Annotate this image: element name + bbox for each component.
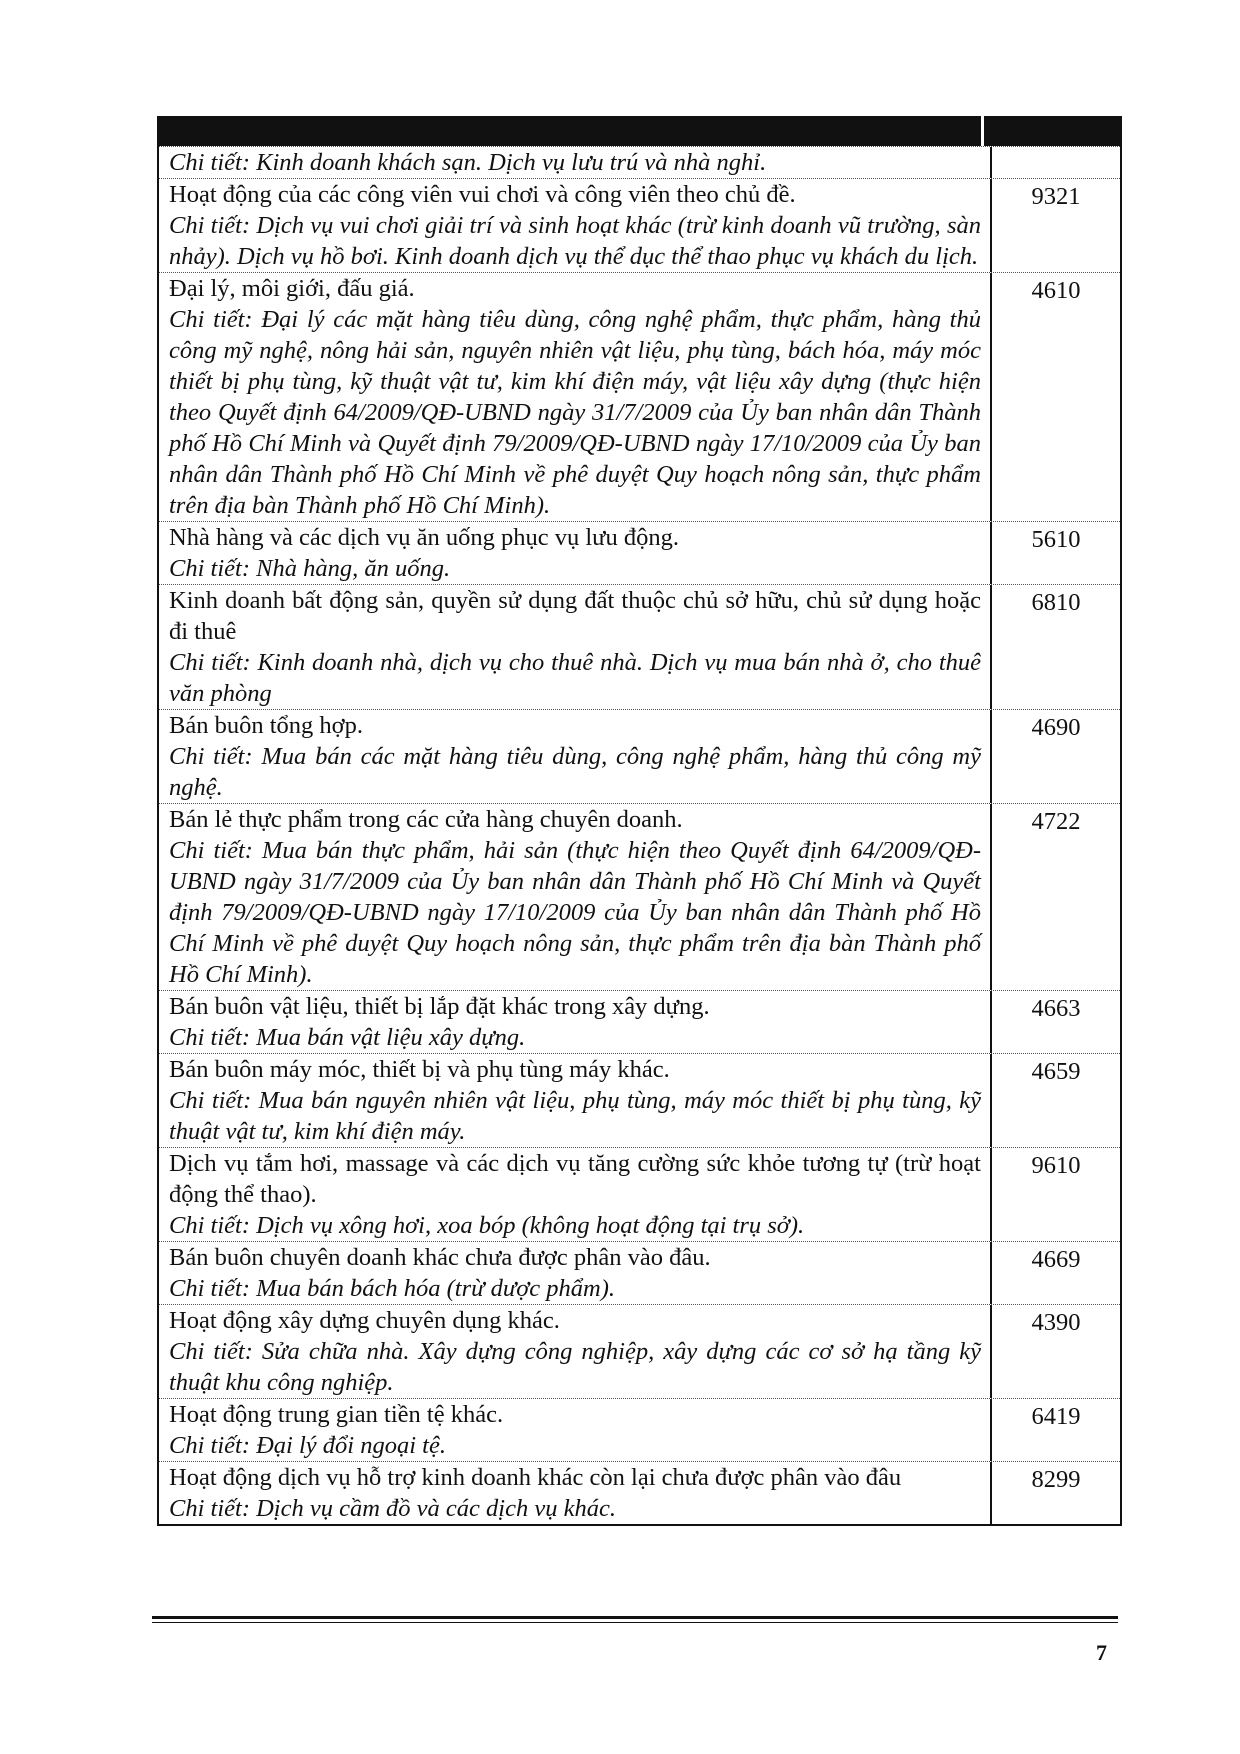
row-description	[159, 147, 992, 178]
row-detail: Chi tiết: Đại lý các mặt hàng tiêu dùng, công nghệ phẩm, thực phẩm, hàng thủ công mỹ nghệ, nông hải sản, nguyên nhiên vật liệu, phụ tùng, bách hóa, máy móc thiết bị phụ tùng, kỹ thuật vật tư, kim khí điện máy, vật liệu xây dựng (thực hiện theo Quyết định 64/2009/QĐ-UBND ngày 31/7/2009 của Ủy ban nhân dân Thành phố Hồ Chí Minh và Quyết định 79/2009/QĐ-UBND ngày 17/10/2009 của Ủy ban nhân dân Thành phố Hồ Chí Minh về phê duyệt Quy hoạch nông sản, thực phẩm trên địa bàn Thành phố Hồ Chí Minh).	[169, 306, 981, 519]
row-title: Hoạt động dịch vụ hỗ trợ kinh doanh khác còn lại chưa được phân vào đâu	[169, 1464, 902, 1491]
row-description	[159, 522, 992, 584]
row-code: 8299	[1031, 1466, 1081, 1493]
row-title: Bán buôn máy móc, thiết bị và phụ tùng máy khác.	[169, 1056, 670, 1083]
header-bar-code	[984, 116, 1120, 146]
row-detail: Chi tiết: Mua bán các mặt hàng tiêu dùng, công nghệ phẩm, hàng thủ công mỹ nghệ.	[169, 743, 981, 801]
row-detail: Chi tiết: Dịch vụ cầm đồ và các dịch vụ khác.	[169, 1495, 616, 1522]
row-description	[159, 804, 992, 990]
table-row	[159, 1398, 1120, 1461]
footer-rule	[152, 1616, 1118, 1619]
table-row	[159, 709, 1120, 803]
row-code: 4690	[1031, 714, 1081, 741]
table-row	[159, 1147, 1120, 1241]
table-row	[159, 1053, 1120, 1147]
row-code	[992, 147, 1120, 178]
row-code: 4390	[1031, 1309, 1081, 1336]
table-row	[159, 1304, 1120, 1398]
row-code: 5610	[1031, 526, 1081, 553]
row-description	[159, 1148, 992, 1241]
row-detail: Chi tiết: Kinh doanh nhà, dịch vụ cho thuê nhà. Dịch vụ mua bán nhà ở, cho thuê văn phòng	[169, 649, 981, 707]
row-description	[159, 1305, 992, 1398]
table-row	[159, 1241, 1120, 1304]
row-title: Bán buôn tổng hợp.	[169, 712, 363, 739]
page-number: 7	[1096, 1640, 1107, 1665]
row-code: 4663	[1031, 995, 1081, 1022]
row-code: 4669	[1031, 1246, 1081, 1273]
table-row	[159, 584, 1120, 709]
table-row	[159, 178, 1120, 272]
row-description	[159, 991, 992, 1053]
footer-rule-thin	[152, 1622, 1118, 1623]
row-description	[159, 585, 992, 709]
table-header-bar	[159, 116, 1120, 146]
row-title: Đại lý, môi giới, đấu giá.	[169, 275, 415, 302]
row-description	[159, 1462, 992, 1524]
row-detail: Chi tiết: Đại lý đổi ngoại tệ.	[169, 1432, 446, 1459]
row-code: 6810	[1031, 589, 1081, 616]
table-row	[159, 990, 1120, 1053]
row-detail: Chi tiết: Sửa chữa nhà. Xây dựng công nghiệp, xây dựng các cơ sở hạ tầng kỹ thuật khu công nghiệp.	[169, 1338, 981, 1396]
row-detail: Chi tiết: Mua bán thực phẩm, hải sản (thực hiện theo Quyết định 64/2009/QĐ-UBND ngày 31/7/2009 của Ủy ban nhân dân Thành phố Hồ Chí Minh và Quyết định 79/2009/QĐ-UBND ngày 17/10/2009 của Ủy ban nhân dân Thành phố Hồ Chí Minh về phê duyệt Quy hoạch nông sản, thực phẩm trên địa bàn Thành phố Hồ Chí Minh).	[169, 837, 981, 988]
row-title: Hoạt động xây dựng chuyên dụng khác.	[169, 1307, 560, 1334]
row-code: 9610	[1031, 1152, 1081, 1179]
row-description	[159, 1242, 992, 1304]
row-description	[159, 1054, 992, 1147]
row-description	[159, 273, 992, 521]
row-title: Nhà hàng và các dịch vụ ăn uống phục vụ lưu động.	[169, 524, 679, 551]
row-detail: Chi tiết: Mua bán bách hóa (trừ dược phẩm).	[169, 1275, 616, 1302]
row-detail: Chi tiết: Nhà hàng, ăn uống.	[169, 555, 451, 582]
table-row	[159, 146, 1120, 178]
table-row	[159, 1461, 1120, 1524]
row-code: 4610	[1031, 277, 1081, 304]
row-title: Dịch vụ tắm hơi, massage và các dịch vụ tăng cường sức khỏe tương tự (trừ hoạt động thể thao).	[169, 1150, 981, 1208]
table-row	[159, 521, 1120, 584]
row-description	[159, 179, 992, 272]
row-description	[159, 710, 992, 803]
row-detail: Chi tiết: Mua bán vật liệu xây dựng.	[169, 1024, 526, 1051]
row-code: 4722	[1031, 808, 1081, 835]
table-row	[159, 803, 1120, 990]
row-title: Hoạt động trung gian tiền tệ khác.	[169, 1401, 504, 1428]
row-code: 6419	[1031, 1403, 1081, 1430]
row-detail: Chi tiết: Dịch vụ xông hơi, xoa bóp (không hoạt động tại trụ sở).	[169, 1212, 805, 1239]
row-title: Bán lẻ thực phẩm trong các cửa hàng chuyên doanh.	[169, 806, 683, 833]
row-title: Bán buôn vật liệu, thiết bị lắp đặt khác trong xây dựng.	[169, 993, 710, 1020]
row-description	[159, 1399, 992, 1461]
row-code: 9321	[1031, 183, 1081, 210]
row-detail: Chi tiết: Kinh doanh khách sạn. Dịch vụ lưu trú và nhà nghỉ.	[169, 149, 767, 176]
row-detail: Chi tiết: Dịch vụ vui chơi giải trí và sinh hoạt khác (trừ kinh doanh vũ trường, sàn nhảy). Dịch vụ hồ bơi. Kinh doanh dịch vụ thể dục thể thao phục vụ khách du lịch.	[169, 212, 981, 270]
row-title: Bán buôn chuyên doanh khác chưa được phân vào đâu.	[169, 1244, 711, 1271]
table-row	[159, 272, 1120, 521]
row-code: 4659	[1031, 1058, 1081, 1085]
header-bar-description	[159, 116, 981, 146]
row-title: Kinh doanh bất động sản, quyền sử dụng đất thuộc chủ sở hữu, chủ sử dụng hoặc đi thuê	[169, 587, 981, 645]
row-detail: Chi tiết: Mua bán nguyên nhiên vật liệu, phụ tùng, máy móc thiết bị phụ tùng, kỹ thuật vật tư, kim khí điện máy.	[169, 1087, 981, 1145]
row-title: Hoạt động của các công viên vui chơi và công viên theo chủ đề.	[169, 181, 796, 208]
business-lines-table	[157, 116, 1122, 1526]
